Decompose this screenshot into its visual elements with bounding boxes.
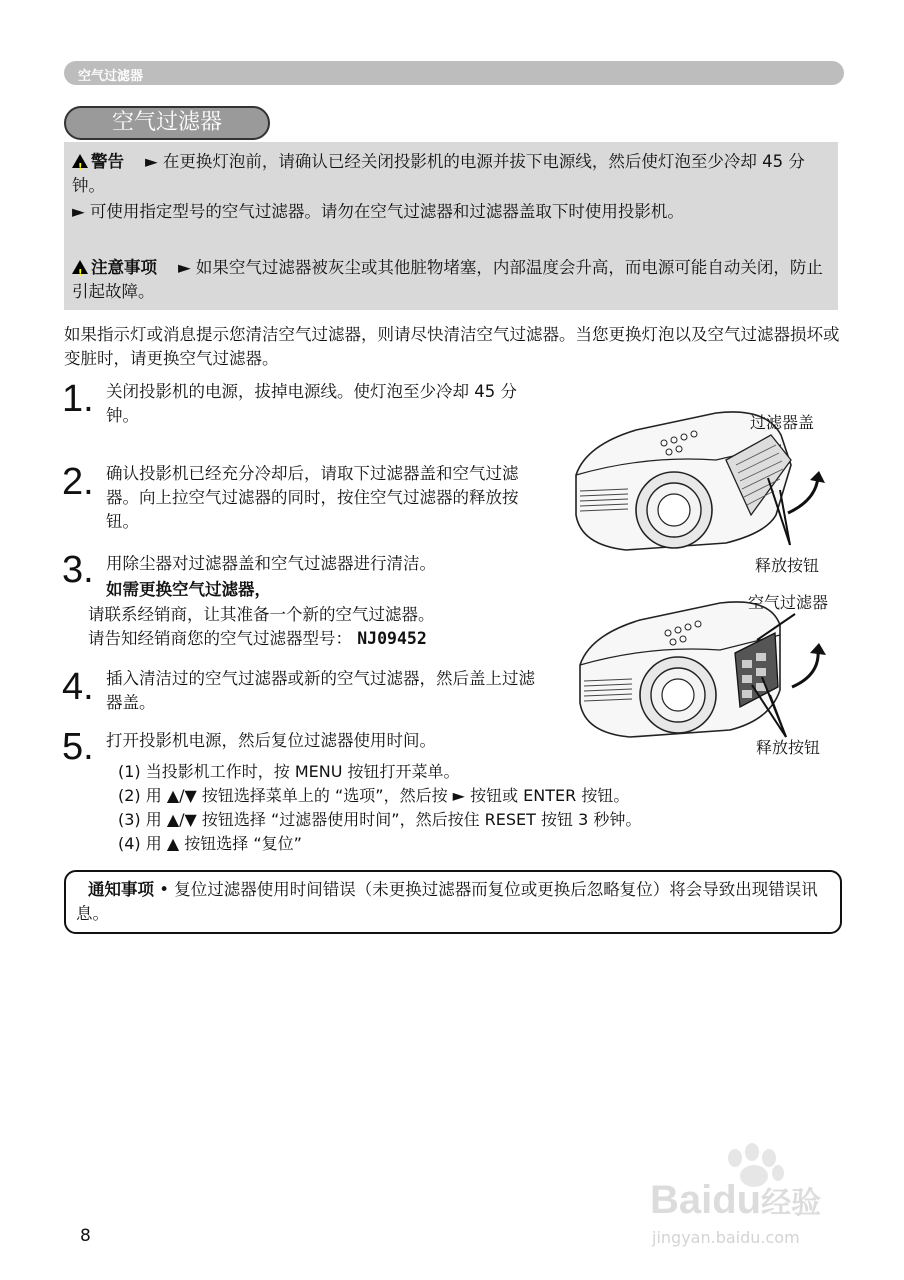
page-number: 8	[80, 1226, 91, 1246]
substep-2: (2) 用 ▲/▼ 按钮选择菜单上的 “选项”，然后按 ► 按钮或 ENTER 按钮。	[118, 786, 630, 805]
substep-4: (4) 用 ▲ 按钮选择 “复位”	[118, 834, 302, 853]
caution-label: 注意事项	[91, 258, 157, 277]
warning-icon	[72, 154, 88, 168]
step-3-number: 3.	[62, 549, 94, 591]
figure-1-pointer-lines	[760, 470, 800, 550]
step-2-number: 2.	[62, 461, 94, 503]
watermark-cn: 经验	[761, 1187, 822, 1220]
step-3-contact-line: 请联系经销商，让其准备一个新的空气过滤器。	[88, 605, 435, 624]
notice-text: • 复位过滤器使用时间错误（未更换过滤器而复位或更换后忽略复位）将会导致出现错误讯息。	[76, 880, 818, 923]
warning-text-1: ► 在更换灯泡前，请确认已经关闭投影机的电源并拔下电源线，然后使灯泡至少冷却 45 分钟。	[72, 152, 805, 195]
step-4-text: 插入清洁过的空气过滤器或新的空气过滤器，然后盖上过滤器盖。	[106, 669, 535, 712]
baidu-watermark	[650, 1140, 850, 1250]
figure-1-label-cover: 过滤器盖	[750, 413, 815, 432]
step-3-text: 用除尘器对过滤器盖和空气过滤器进行清洁。	[106, 554, 436, 573]
figure-2-label-filter: 空气过滤器	[748, 593, 829, 612]
step-5-number: 5.	[62, 726, 94, 768]
intro-paragraph: 如果指示灯或消息提示您清洁空气过滤器，则请尽快清洁空气过滤器。当您更换灯泡以及空气过滤器损坏或变脏时，请更换空气过滤器。	[64, 325, 840, 368]
figure-2-pointer-line-top	[745, 610, 805, 650]
substep-1: (1) 当投影机工作时，按 MENU 按钮打开菜单。	[118, 762, 460, 781]
watermark-brand: Bai	[650, 1178, 713, 1222]
watermark-brand2: du	[712, 1178, 762, 1222]
notice-paragraph	[76, 878, 832, 926]
caution-icon	[72, 260, 88, 274]
warning-label: 警告	[91, 152, 124, 171]
step-1-text: 关闭投影机的电源，拔掉电源线。使灯泡至少冷却 45 分钟。	[106, 382, 517, 425]
section-title: 空气过滤器	[64, 106, 270, 140]
figure-1-label-release: 释放按钮	[755, 556, 820, 575]
step-1-number: 1.	[62, 378, 94, 420]
step-4-number: 4.	[62, 666, 94, 708]
header-bar	[64, 61, 844, 85]
warning-paragraph	[72, 150, 832, 198]
warning-box	[64, 142, 838, 310]
caution-text: ► 如果空气过滤器被灰尘或其他脏物堵塞，内部温度会升高，而电源可能自动关闭，防止引起故障。	[72, 258, 823, 301]
step-3-model-line	[88, 627, 427, 651]
step-3-model-prefix: 请告知经销商您的空气过滤器型号：	[88, 629, 352, 648]
step-3-replace-heading: 如需更换空气过滤器，	[106, 580, 271, 599]
watermark-url: jingyan.baidu.com	[652, 1228, 800, 1247]
header-bar-title: 空气过滤器	[78, 69, 144, 84]
step-2-text: 确认投影机已经充分冷却后，请取下过滤器盖和空气过滤器。向上拉空气过滤器的同时，按住空气过滤器的释放按钮。	[106, 464, 519, 531]
caution-paragraph	[72, 256, 832, 304]
notice-box	[64, 870, 842, 934]
model-number: NJ09452	[357, 629, 427, 648]
step-5-text: 打开投影机电源，然后复位过滤器使用时间。	[106, 731, 436, 750]
notice-label: 通知事项	[88, 880, 154, 899]
substep-3: (3) 用 ▲/▼ 按钮选择 “过滤器使用时间”，然后按住 RESET 按钮 3 秒钟。	[118, 810, 642, 829]
warning-text-2: ► 可使用指定型号的空气过滤器。请勿在空气过滤器和过滤器盖取下时使用投影机。	[72, 202, 684, 221]
figure-2-label-release: 释放按钮	[756, 738, 821, 757]
